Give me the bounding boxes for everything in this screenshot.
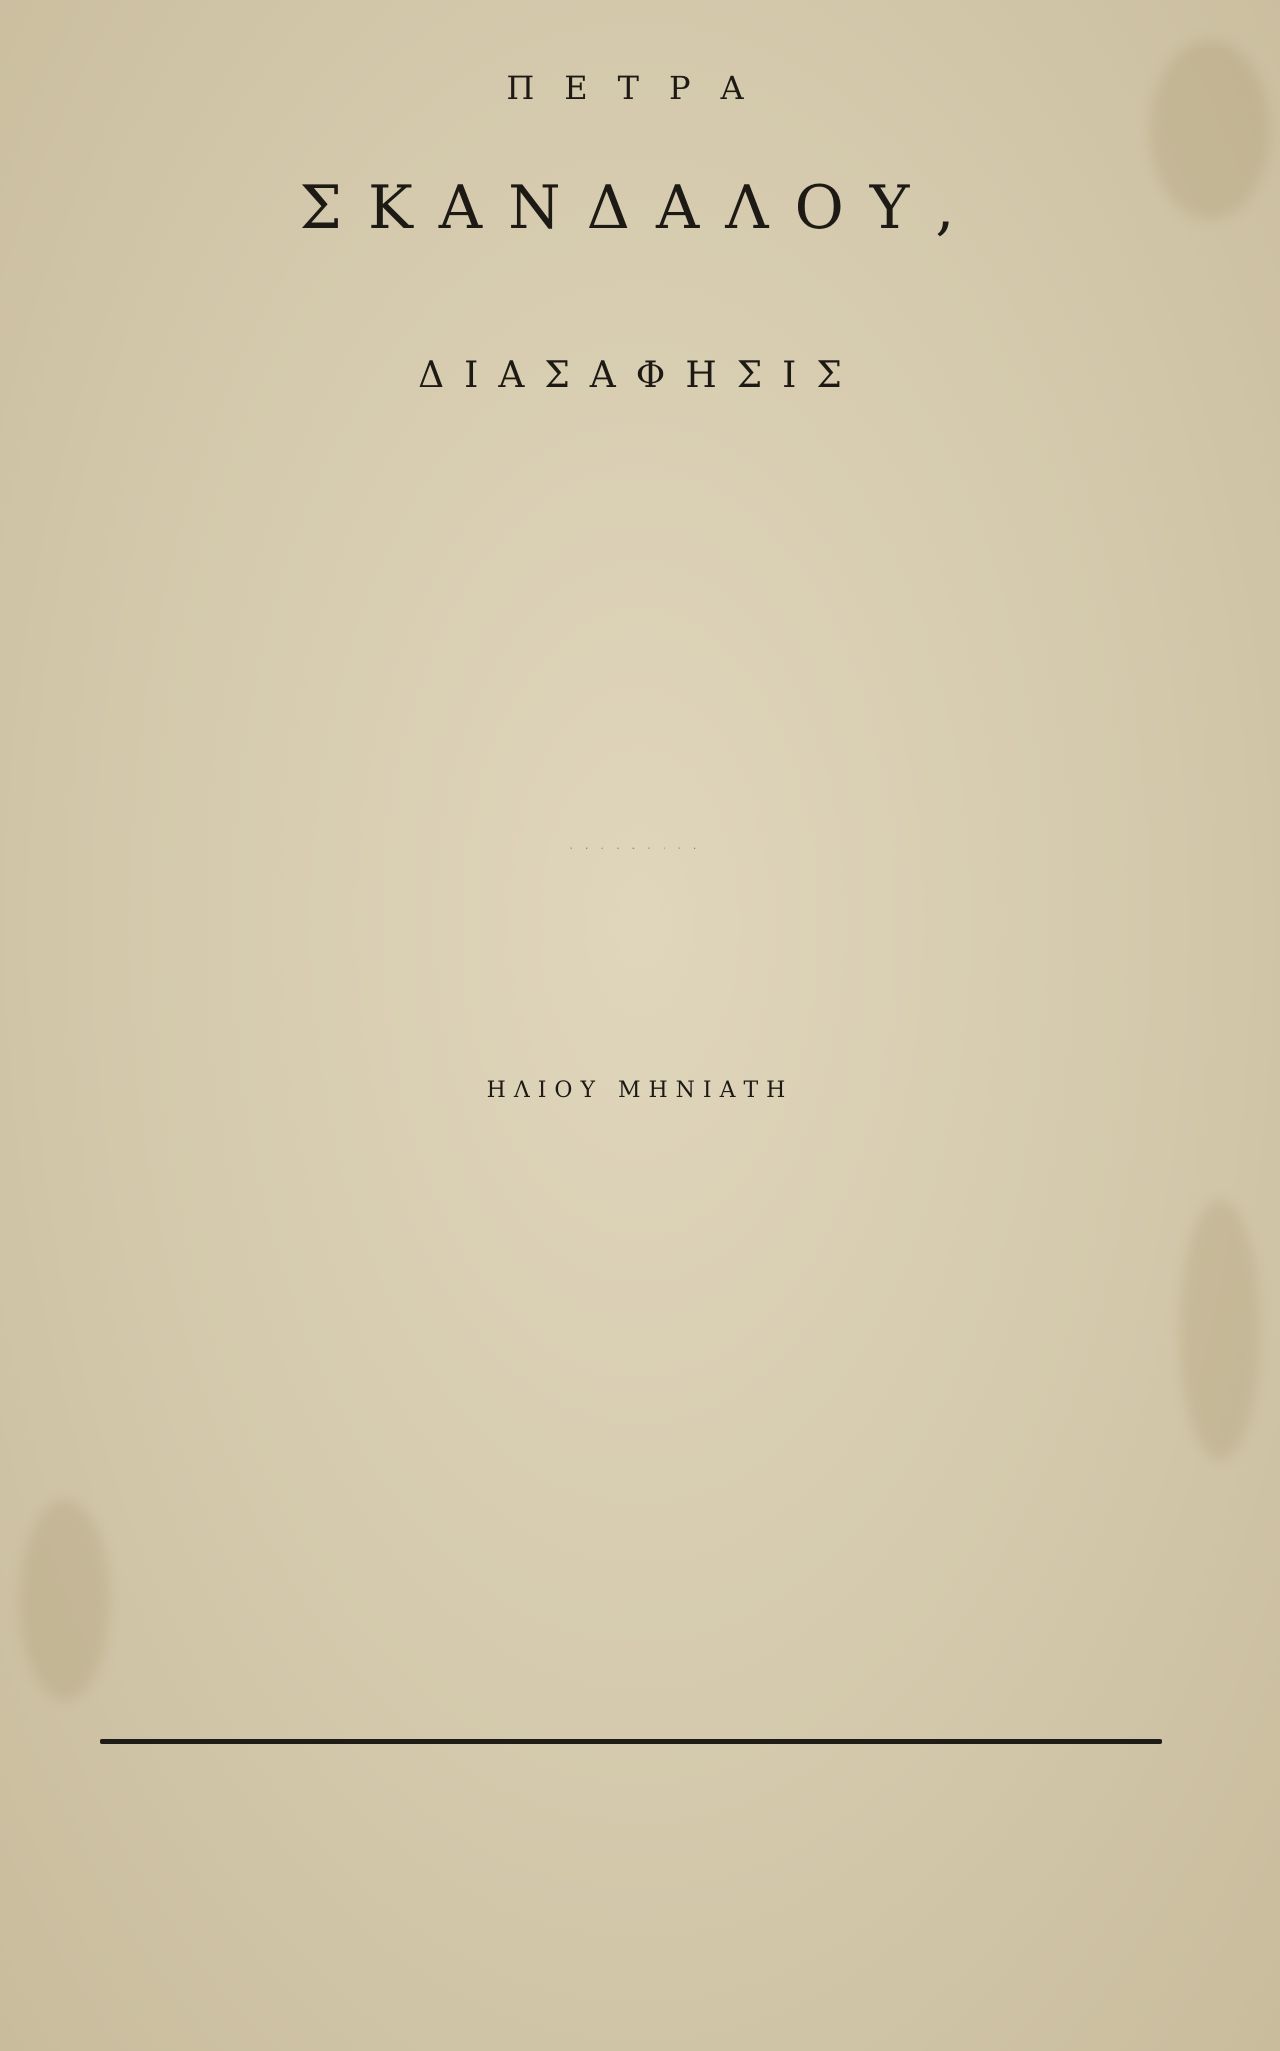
title-line-skandalou: ΣΚΑΝΔΑΛΟΥ,	[299, 173, 981, 243]
paper-stain	[20, 1500, 110, 1700]
subtitle-line-8: ΕΚΔΟΘΕΙΣΑ	[570, 848, 710, 850]
paper-stain	[1180, 1200, 1260, 1460]
horizontal-rule	[100, 1739, 1162, 1744]
title-line-petra: ΠΕΤΡΑ	[506, 69, 774, 107]
author-name: ΗΛΙΟΥ ΜΗΝΙΑΤΗ	[486, 1078, 794, 1103]
title-line-diasafhsis: ΔΙΑΣΑΦΗΣΙΣ	[418, 355, 862, 396]
